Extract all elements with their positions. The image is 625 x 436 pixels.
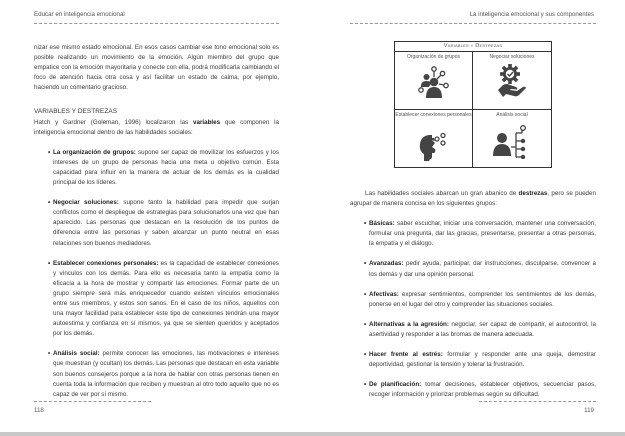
header-rule: [34, 23, 279, 24]
section-title: VARIABLES Y DESTREZAS: [34, 108, 118, 116]
list-item-analisis: • Análisis social: permite conocer las emociones, las motivaciones e intereses que muestran (y ocultan) los demás. Las personas que destacan en esta variable son buenos consejeros porque a la hora de hablar con otras personas tienen en cuenta toda la información que reciben y muestran al otro todo aquello que no es capaz de ver por sí mismo.: [48, 350, 279, 398]
header-rule: [350, 23, 596, 24]
group-organization-icon: [417, 65, 451, 99]
figure-cell-conexiones: Establecer conexiones personales: [395, 110, 473, 167]
bullet-icon: •: [364, 320, 367, 328]
left-body: [34, 43, 279, 400]
list-item-avanzadas: • Avanzadas: pedir ayuda, participar, dar instrucciones, disculparse, convencer a los demás y dar una opinión personal.: [364, 260, 596, 278]
list-item-planificacion: • De planificación: tomar decisiones, establecer objetivos, secuenciar pasos, recoger información y priorizar problemas según su dificultad.: [364, 381, 596, 399]
list-item-negociar: • Negociar soluciones: supone tanto la habilidad para impedir que surjan conflictos como el despliegue de estrategias para solucionarlos una vez que han aparecido. Las personas que destacan en la resolución de los puntos de diferencia entre las personas y saben alcanzar un punto neutral en esas relaciones son buenos mediadores.: [48, 199, 279, 247]
bullet-icon: •: [364, 351, 367, 359]
bullet-icon: •: [48, 259, 51, 267]
bullet-icon: •: [364, 220, 367, 228]
figure-title: Variables y Destrezas: [395, 42, 551, 52]
list-item-basicas: • Básicas: saber escuchar, iniciar una conversación, mantener una conversación, formular una pregunta, dar las gracias, presentarse, presentar a otras personas, la empatía y el diálogo.: [364, 220, 596, 248]
bullet-icon: •: [48, 350, 51, 358]
figure-cell-organizacion: Organización de grupos: [395, 52, 473, 110]
page-number-right: 119: [584, 407, 594, 414]
footer-rule: [479, 401, 596, 402]
left-page: [0, 0, 312, 432]
destrezas-list: [350, 219, 596, 400]
bullet-icon: •: [364, 260, 367, 268]
bullet-icon: •: [48, 148, 51, 156]
figure-cell-negociar: Negociar soluciones: [473, 52, 551, 110]
destrezas-intro: Las habilidades sociales abarcan un gran abanico de destrezas, pero se pueden agrupar de manera concisa en los siguientes grupos:: [350, 190, 596, 208]
right-page: [312, 0, 625, 432]
list-item-estres: • Hacer frente al estrés: formular y responder ante una queja, demostrar deportividad, gestionar la tensión y tolerar la frustración.: [364, 351, 596, 369]
footer-rule: [34, 401, 151, 402]
section-intro: Hatch y Gardner (Goleman, 1996) localizaron las variables que componen la inteligencia emocional dentro de las habilidades sociales:: [34, 118, 279, 136]
viewer-bottom-edge: [0, 432, 625, 436]
intro-paragraph: nizar ese mismo estado emocional. En esos casos cambiar ese tono emocional solo es posible realizando un movimiento de la emoción. Algún miembro del grupo que empatice con la emoción mayoritaria y conecte con ella, podrá modificarla cambiando el foco de atención hacia otra cosa y así facilitar un estado de calma, por ejemplo, haciendo un comentario gracioso.: [34, 44, 279, 92]
bullet-icon: •: [48, 199, 51, 207]
variables-list: [34, 148, 279, 400]
list-item-organizacion: • La organización de grupos: supone ser capaz de movilizar los esfuerzos y los intereses de un grupo de personas hacia una meta u objetivo común. Esta capacidad para influir en la manera de actuar de los demás es la cualidad principal de los líderes.: [48, 148, 279, 187]
right-body: [350, 189, 596, 400]
bullet-icon: •: [364, 290, 367, 298]
list-item-conexiones: • Establecer conexiones personales: es la capacidad de establecer conexiones y vínculos con los demás. Para ello es necesaria tanto la empatía como la eficacia a la hora de mostrar y compartir las emociones. Formar parte de un grupo siempre será más enriquecedor cuando existen vínculos emocionales entre sus miembros, y estos son sanos. En el caso de los niños, aquellos con una mayor facilidad para establecer este tipo de conexiones tendrán una mayor autoestima y confianza en sí mismos, ya que se sienten queridos y aceptados por los demás.: [48, 259, 280, 338]
head-gears-icon: [418, 132, 450, 162]
gear-hand-icon: [495, 63, 529, 99]
bullet-icon: •: [364, 381, 367, 389]
running-head-right: La inteligencia emocional y sus componentes: [469, 11, 594, 18]
list-item-afectivas: • Afectivas: expresar sentimientos, comprender los sentimientos de los demás, ponerse en el lugar del otro y comprender las situaciones sociales.: [364, 290, 596, 308]
figure-cell-analisis: Análisis social: [473, 110, 551, 167]
person-network-icon: [492, 125, 532, 159]
figure-grid: [395, 52, 551, 167]
running-head-left: Educar en inteligencia emocional: [34, 11, 125, 18]
variables-figure: [394, 41, 552, 168]
list-item-alternativas: • Alternativas a la agresión: negociar, ser capaz de compartir, el autocontrol, la asertividad y responder a las bromas de manera adecuada.: [364, 320, 596, 338]
page-number-left: 118: [34, 407, 44, 414]
